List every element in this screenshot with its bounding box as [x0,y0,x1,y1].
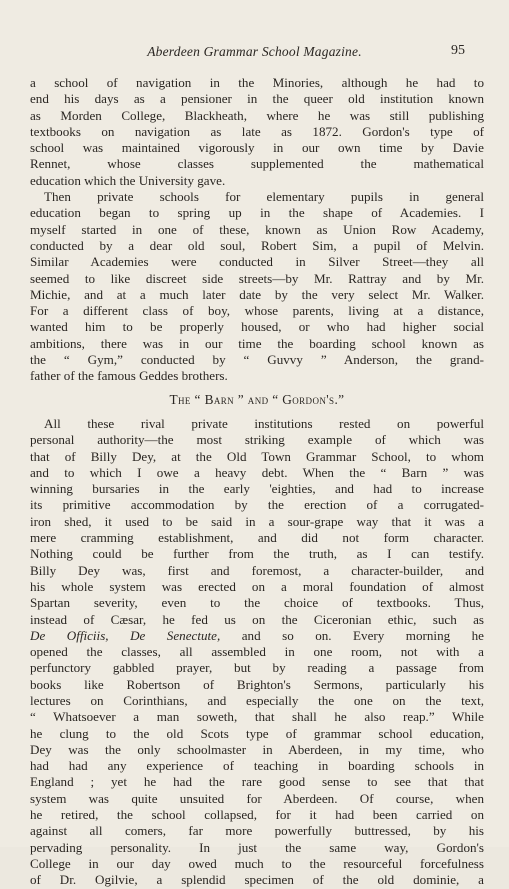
text-line: For a different class of boy, whose parents, living at a distance, [30,303,484,319]
text-line: College in our day owed much to the resourceful forcefulness [30,855,484,871]
paragraph-2 [30,189,484,385]
paragraph-3 [30,416,484,889]
text-line: father of the famous Geddes brothers. [30,368,228,384]
text-line: Spartan severity, even to the choice of textbooks. Thus, [30,595,484,611]
text-line: Then private schools for elementary pupils in general [44,189,484,205]
book-title: De Officiis, [30,627,109,643]
text-line: books like Robertson of Brighton's Sermons, particularly his [30,676,484,692]
page-number: 95 [451,43,465,58]
text-line: perfunctory gabbled prayer, but by reading a passage from [30,660,484,676]
article-body [30,75,484,889]
text-line: against all comers, far more powerfully buttressed, by his [30,823,484,839]
paragraph-1 [30,75,484,189]
text-line: of Dr. Ogilvie, a splendid specimen of the old dominie, a [30,872,484,888]
section-heading-text: The “ Barn ” and “ Gordon's.” [169,391,345,407]
text-run: and so on. Every morning he [220,627,484,643]
text-line: its primitive accommodation by the erection of a corrugated- [30,497,484,513]
text-line: opened the classes, all assembled in one room, not with a [30,644,484,660]
section-heading [30,392,484,408]
text-line: pervading personality. In just the same way, Gordon's [30,839,484,855]
text-line: seemed to like discreet side streets—by Mr. Rattray and by Mr. [30,270,484,286]
page-header [32,44,477,62]
text-line: had had any experience of teaching in boarding schools in [30,758,484,774]
text-line: mere cramming establishment, and did not form character. [30,530,484,546]
text-line: education began to spring up in the shape of Academies. I [30,205,484,221]
text-line: iron shed, it used to be said in a sour-grape way that it was a [30,513,484,529]
text-line: myself started in one of these, known as Union Row Academy, [30,221,484,237]
text-line: ambitions, there was in our time the boarding school known as [30,335,484,351]
text-line: England ; yet he had the rare good sense to see that that [30,774,484,790]
text-line: that of Billy Dey, at the Old Town Grammar School, to whom [30,448,484,464]
text-line: textbooks on navigation as late as 1872. Gordon's type of [30,123,484,139]
text-line-with-titles [30,628,484,644]
text-run [109,628,130,643]
text-line: as Morden College, Blackheath, where he was still publishing [30,107,484,123]
text-line: and to which I owe a heavy debt. When the “ Barn ” was [30,464,484,480]
text-line: lectures on Corinthians, and especially the one on the text, [30,692,484,708]
text-line: Billy Dey was, first and foremost, a character-builder, and [30,562,484,578]
text-line: winning bursaries in the early 'eighties, and had to increase [30,481,484,497]
text-line: Michie, and at a much later date by the very select Mr. Walker. [30,286,484,302]
text-line: conducted by a dear old soul, Robert Sim, a pupil of Melvin. [30,237,484,253]
text-line: a school of navigation in the Minories, although he had to [30,75,484,90]
text-line: instead of Cæsar, he fed us on the Ciceronian ethic, such as [30,611,484,627]
text-line: All these rival private institutions rested on powerful [44,415,484,431]
text-line: Dey was the only schoolmaster in Aberdeen, in my time, who [30,741,484,757]
text-line: the “ Gym,” conducted by “ Guvvy ” Anderson, the grand- [30,352,484,368]
text-line: “ Whatsoever a man soweth, that shall he also reap.” While [30,709,484,725]
text-line: system was quite unsuited for Aberdeen. Of course, when [30,790,484,806]
text-line: Similar Academies were conducted in Silver Street—they all [30,254,484,270]
text-line: school was maintained vigorously in our own time by Davie [30,140,484,156]
text-line: personal authority—the most striking example of which was [30,432,484,448]
text-line: Rennet, whose classes supplemented the mathematical [30,156,484,172]
running-title: Aberdeen Grammar School Magazine. [147,44,362,59]
text-line: education which the University gave. [30,172,226,188]
book-title: De Senectute, [130,627,221,643]
text-line: he retired, the school collapsed, for it had been carried on [30,807,484,823]
text-line: his whole system was erected on a moral foundation of almost [30,578,484,594]
text-line: Nothing could be further from the truth, as I can testify. [30,546,484,562]
text-line: wanted him to be properly housed, or who had higher social [30,319,484,335]
text-line: he clung to the old Scots type of grammar school education, [30,725,484,741]
text-line: end his days as a pensioner in the queer old institution known [30,91,484,107]
